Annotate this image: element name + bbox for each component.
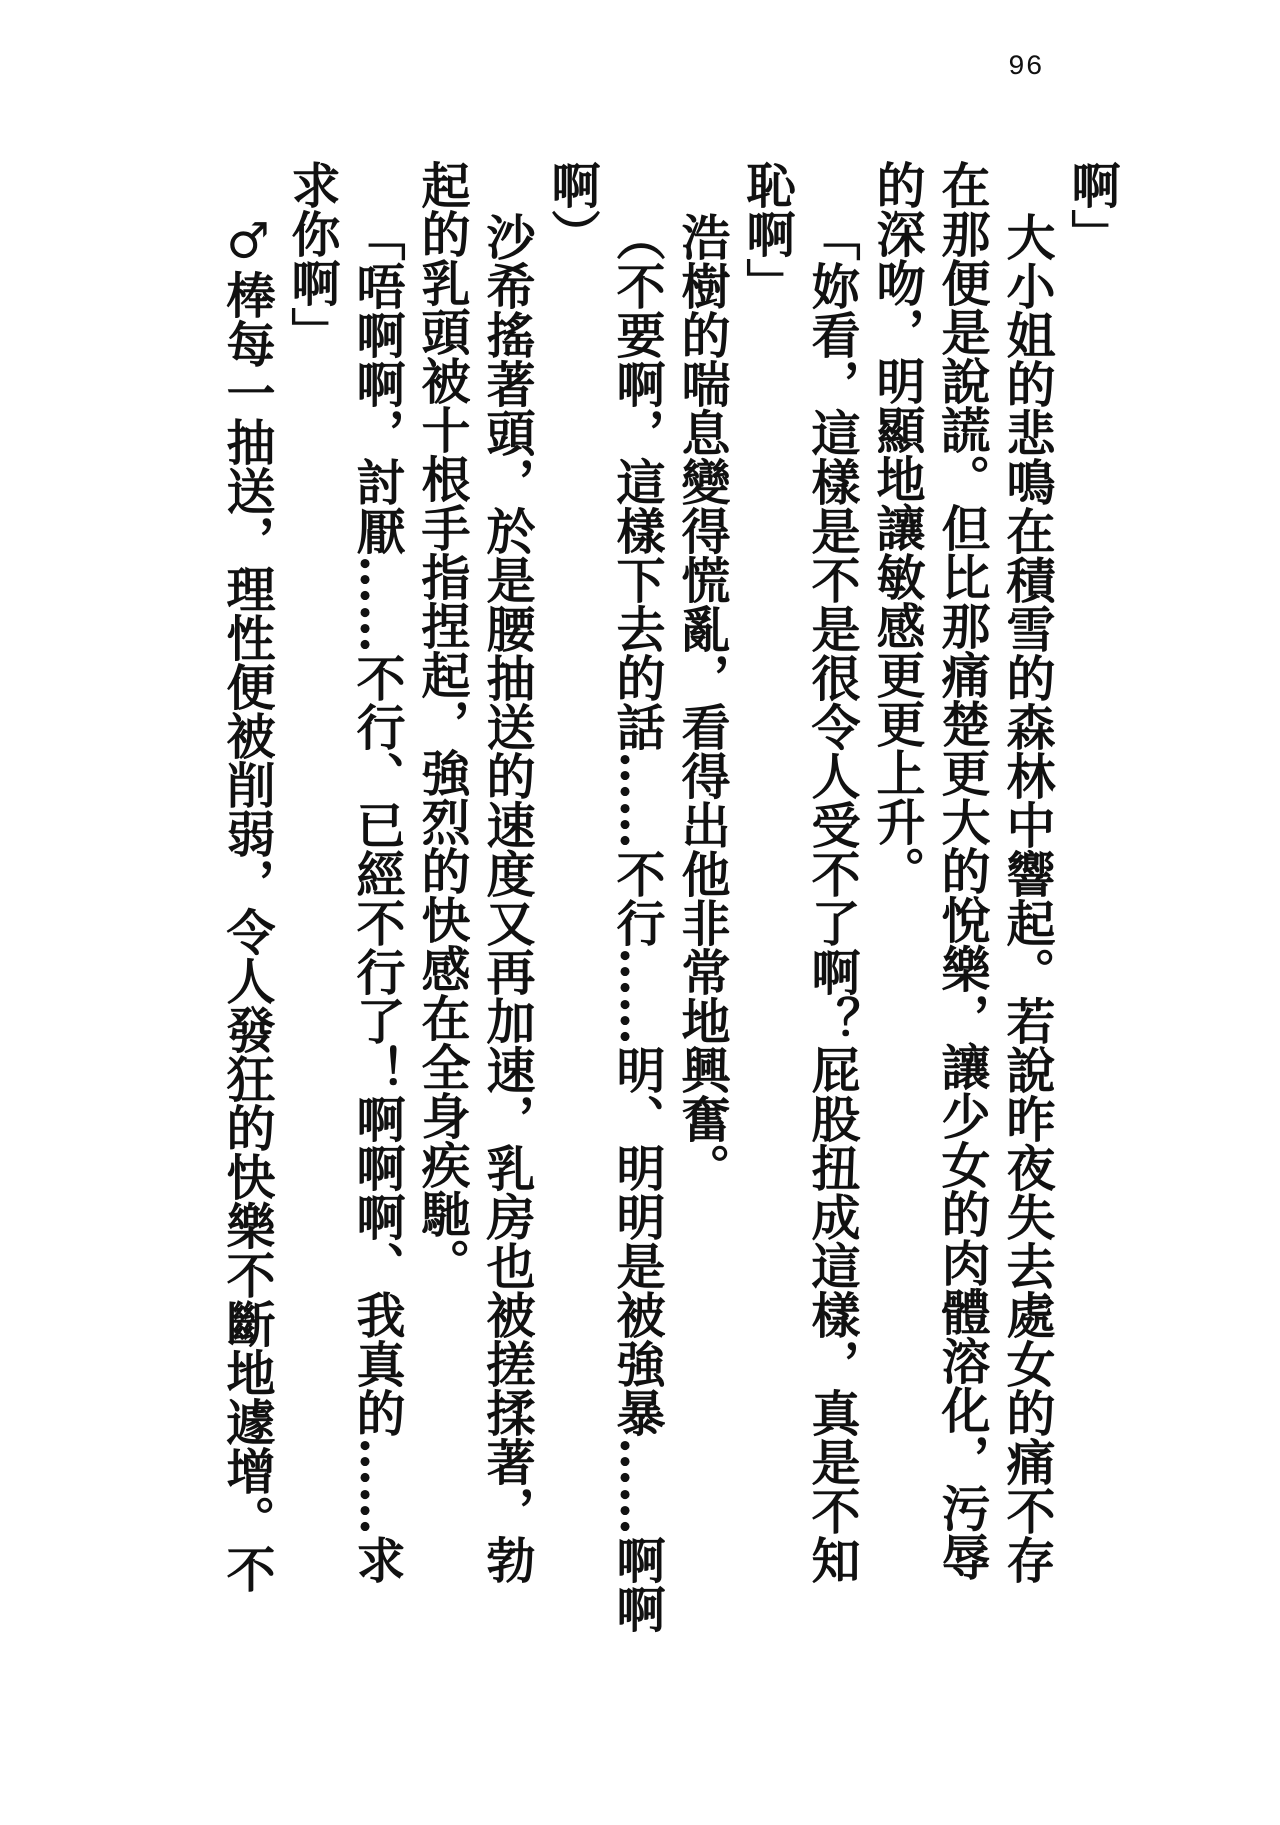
text-column: 「唔啊啊，討厭……不行、已經不行了！啊啊啊、我真的……求 — [349, 212, 407, 1584]
text-column: 恥啊」 — [739, 160, 797, 307]
vertical-text-body — [215, 160, 1125, 1633]
text-column: 「妳看，這樣是不是很令人受不了啊？屁股扭成這樣，真是不知 — [804, 212, 862, 1584]
text-column: 求你啊」 — [284, 160, 342, 356]
text-column: （不要啊，這樣下去的話……不行……明、明明是被強暴……啊啊 — [609, 212, 667, 1633]
page-number: 96 — [1008, 52, 1044, 83]
text-column: 啊」 — [1064, 160, 1122, 258]
text-column: 啊） — [544, 160, 602, 258]
text-column: 的深吻，明顯地讓敏感更更上升。 — [869, 160, 927, 895]
text-column: 大小姐的悲鳴在積雪的森林中響起。若說昨夜失去處女的痛不存 — [999, 212, 1057, 1584]
text-column: 浩樹的喘息變得慌亂，看得出他非常地興奮。 — [674, 212, 732, 1192]
text-column: 沙希搖著頭，於是腰抽送的速度又再加速，乳房也被搓揉著，勃 — [479, 212, 537, 1584]
text-column: 在那便是說謊。但比那痛楚更大的悅樂，讓少女的肉體溶化，污辱 — [934, 160, 992, 1581]
text-column: 起的乳頭被十根手指捏起，強烈的快感在全身疾馳。 — [414, 160, 472, 1287]
text-column: ♂棒每一抽送，理性便被削弱，令人發狂的快樂不斷地遽增。不 — [219, 212, 277, 1593]
